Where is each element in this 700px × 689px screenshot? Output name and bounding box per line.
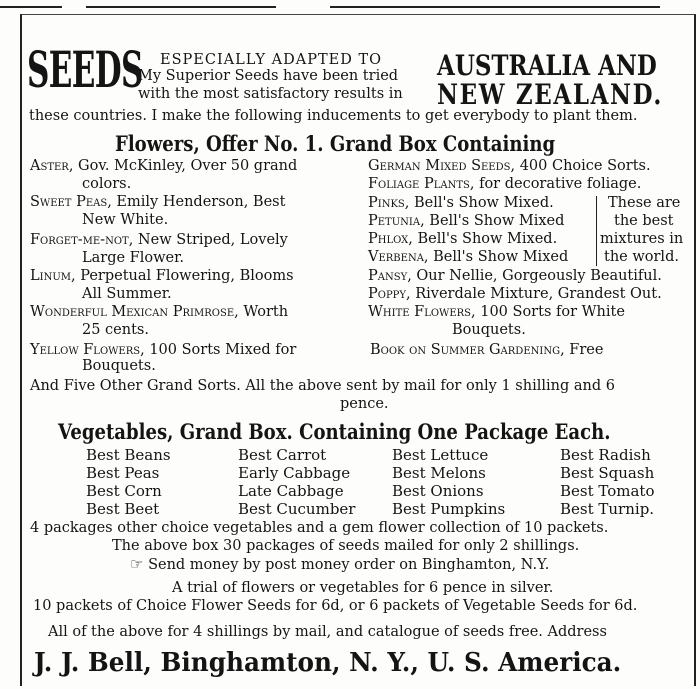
vegetables-title: Vegetables, Grand Box. Containing One Package Each. <box>58 419 611 444</box>
vegetable-item: Best Squash <box>560 464 655 482</box>
vegetable-item: Best Cucumber <box>238 500 356 518</box>
vegetable-item: Best Carrot <box>238 446 327 464</box>
flowers-closing-1: And Five Other Grand Sorts. All the above sent by mail for only 1 shilling and 6 <box>30 378 615 394</box>
flower-item: 25 cents. <box>82 322 149 338</box>
vegetable-item: Best Corn <box>86 482 162 500</box>
vegetable-item: Early Cabbage <box>238 464 351 482</box>
flower-item: Wonderful Mexican Primrose, Worth <box>30 304 289 320</box>
flower-item: Bouquets. <box>82 358 156 374</box>
trial-offer: A trial of flowers or vegetables for 6 pence in silver. <box>172 580 554 596</box>
flower-item: Sweet Peas, Emily Henderson, Best <box>30 194 286 210</box>
vegetable-item: Best Beet <box>86 500 160 518</box>
flower-item: New White. <box>82 212 169 228</box>
boxed-note-line: the best <box>614 213 674 229</box>
country-australia: AUSTRALIA AND <box>437 49 657 82</box>
flower-item: Large Flower. <box>82 250 185 266</box>
vegetable-item: Best Melons <box>392 464 486 482</box>
all-offer: All of the above for 4 shillings by mail, and catalogue of seeds free. Address <box>48 624 607 640</box>
top-rule-mid <box>86 6 276 8</box>
header-line-3: with the most satisfactory results in <box>138 86 403 102</box>
flower-item: Phlox, Bell's Show Mixed. <box>368 231 558 247</box>
header-line-1: ESPECIALLY ADAPTED TO <box>160 52 383 68</box>
vegetable-item: Best Pumpkins <box>392 500 506 518</box>
flowers-closing-2: pence. <box>340 396 389 412</box>
top-rule-right <box>330 6 660 8</box>
flowers-title: Flowers, Offer No. 1. Grand Box Containing <box>115 131 556 156</box>
packets-offer: 10 packets of Choice Flower Seeds for 6d, or 6 packets of Vegetable Seeds for 6d. <box>33 598 638 614</box>
flower-item: Book on Summer Gardening, Free <box>370 342 604 358</box>
vegetable-item: Late Cabbage <box>238 482 344 500</box>
flower-item: Aster, Gov. McKinley, Over 50 grand <box>30 158 298 174</box>
flower-item: White Flowers, 100 Sorts for White <box>368 304 625 320</box>
vegetable-item: Best Tomato <box>560 482 655 500</box>
header-line-4: these countries. I make the following inducements to get everybody to plant them. <box>29 108 638 124</box>
flower-item: Bouquets. <box>452 322 526 338</box>
advertiser-address: J. J. Bell, Binghamton, N. Y., U. S. America. <box>34 648 622 678</box>
flower-item: All Summer. <box>82 286 172 302</box>
boxed-note-line: mixtures in <box>600 231 684 247</box>
vegetable-item: Best Radish <box>560 446 651 464</box>
vegetables-line-3: ☞ Send money by post money order on Binghamton, N.Y. <box>130 555 550 573</box>
flower-item: Foliage Plants, for decorative foliage. <box>368 176 642 192</box>
flower-item: Verbena, Bell's Show Mixed <box>368 249 569 265</box>
vegetable-item: Best Onions <box>392 482 484 500</box>
boxed-note-line: These are <box>608 195 681 211</box>
vegetable-item: Best Lettuce <box>392 446 489 464</box>
vegetable-item: Best Beans <box>86 446 171 464</box>
flower-item: Pansy, Our Nellie, Gorgeously Beautiful. <box>368 268 662 284</box>
flower-item: Linum, Perpetual Flowering, Blooms <box>30 268 294 284</box>
vegetables-line-1: 4 packages other choice vegetables and a gem flower collection of 10 packets. <box>30 520 609 536</box>
flower-item: Poppy, Riverdale Mixture, Grandest Out. <box>368 286 662 302</box>
header-line-2: My Superior Seeds have been tried <box>138 68 399 84</box>
flower-item: colors. <box>82 176 132 192</box>
vegetable-item: Best Peas <box>86 464 160 482</box>
vegetable-item: Best Turnip. <box>560 500 655 518</box>
flower-item: Petunia, Bell's Show Mixed <box>368 213 565 229</box>
flower-item: Pinks, Bell's Show Mixed. <box>368 195 554 211</box>
boxed-note-line: the world. <box>604 249 679 265</box>
flower-item: German Mixed Seeds, 400 Choice Sorts. <box>368 158 651 174</box>
vegetables-line-2: The above box 30 packages of seeds mailed for only 2 shillings. <box>112 538 580 554</box>
flower-item: Yellow Flowers, 100 Sorts Mixed for <box>30 342 297 358</box>
flower-item: Forget-me-not, New Striped, Lovely <box>30 232 288 248</box>
pointing-hand-icon: ☞ <box>130 555 144 573</box>
boxed-note-divider <box>596 196 597 266</box>
top-rule-left <box>0 6 62 8</box>
country-new-zealand: NEW ZEALAND. <box>437 78 664 111</box>
seeds-headline: SEEDS <box>27 40 143 99</box>
